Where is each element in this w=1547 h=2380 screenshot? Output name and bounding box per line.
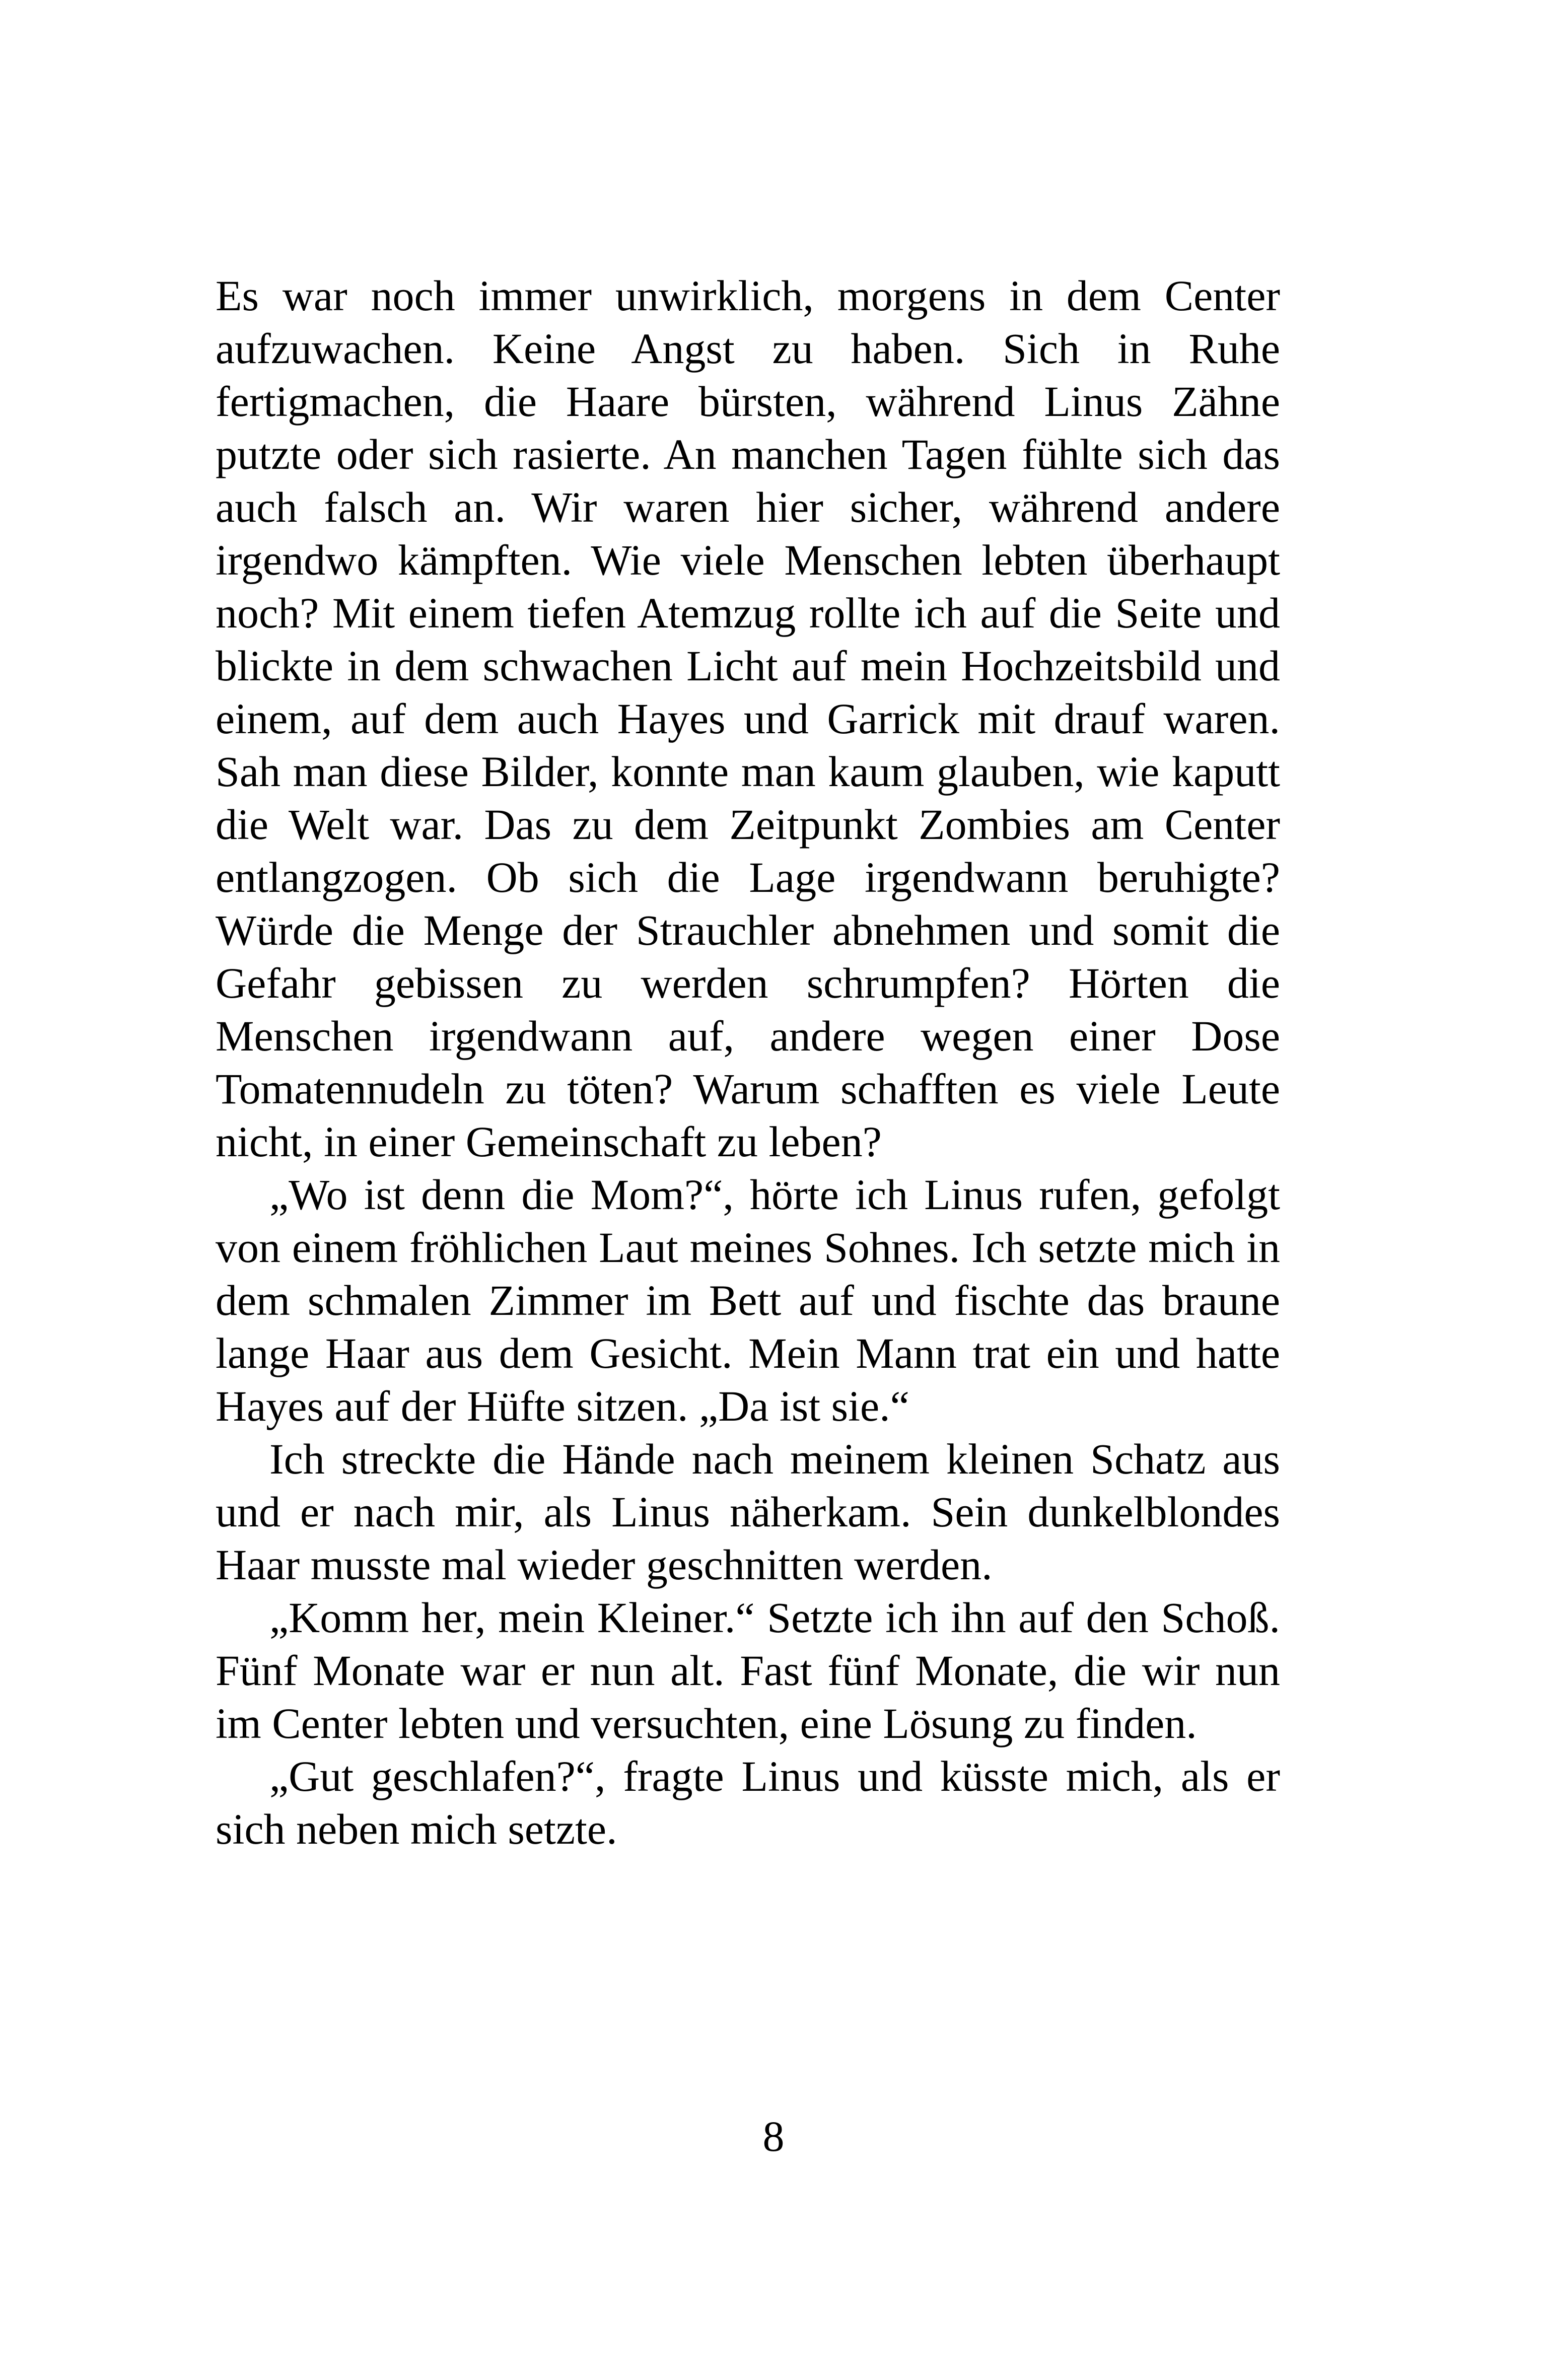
page-number: 8 — [762, 2112, 785, 2160]
paragraph-1: Es war noch immer unwirklich, morgens in dem Center aufzuwachen. Keine Angst zu haben. Sich in Ruhe fertigmachen, die Haare bürsten, während Linus Zähne putzte oder sich rasierte. An manchen Tagen fühlte sich das auch falsch an. Wir waren hier sicher, während andere irgendwo kämpften. Wie viele Menschen lebten überhaupt noch? Mit einem tiefen Atemzug rollte ich auf die Seite und blickte in dem schwachen Licht auf mein Hochzeitsbild und einem, auf dem auch Hayes und Garrick mit drauf waren. Sah man diese Bilder, konnte man kaum glauben, wie kaputt die Welt war. Das zu dem Zeitpunkt Zombies am Center entlangzogen. Ob sich die Lage irgendwann beruhigte? Würde die Menge der Strauchler abnehmen und somit die Gefahr gebissen zu werden schrumpfen? Hörten die Menschen irgendwann auf, andere wegen einer Dose Tomatennudeln zu töten? Warum schafften es viele Leute nicht, in einer Gemeinschaft zu leben? — [216, 271, 1280, 1166]
paragraph-2: „Wo ist denn die Mom?“, hörte ich Linus rufen, gefolgt von einem fröhlichen Laut meines Sohnes. Ich setzte mich in dem schmalen Zimmer im Bett auf und fischte das braune lange Haar aus dem Gesicht. Mein Mann trat ein und hatte Hayes auf der Hüfte sitzen. „Da ist sie.“ — [216, 1170, 1280, 1430]
paragraph-5: „Gut geschlafen?“, fragte Linus und küsste mich, als er sich neben mich setzte. — [216, 1752, 1280, 1853]
body-text — [216, 269, 1280, 1856]
paragraph-3: Ich streckte die Hände nach meinem kleinen Schatz aus und er nach mir, als Linus näherkam. Sein dunkelblondes Haar musste mal wieder geschnitten werden. — [216, 1435, 1280, 1589]
paragraph-4: „Komm her, mein Kleiner.“ Setzte ich ihn auf den Schoß. Fünf Monate war er nun alt. Fast fünf Monate, die wir nun im Center lebten und versuchten, eine Lösung zu finden. — [216, 1593, 1280, 1747]
